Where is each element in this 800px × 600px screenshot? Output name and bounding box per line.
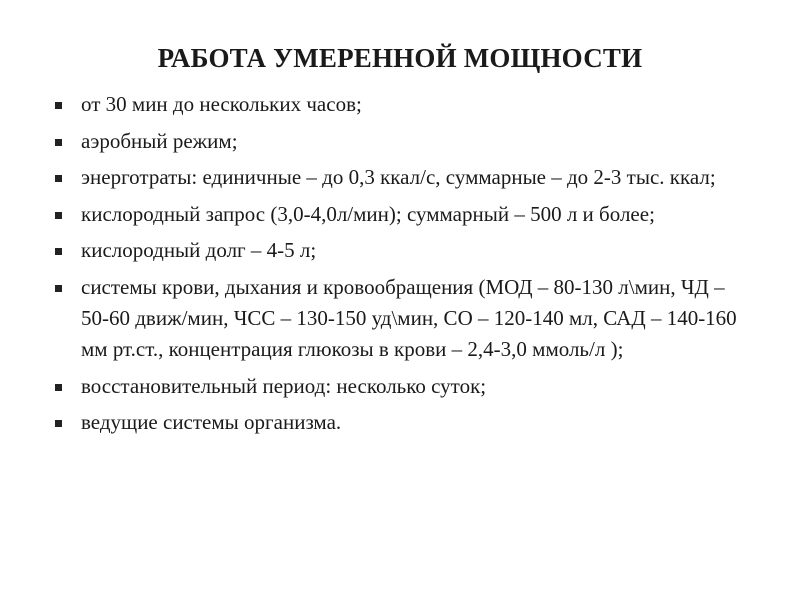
slide-title: РАБОТА УМЕРЕННОЙ МОЩНОСТИ	[157, 43, 643, 73]
bullet-item: кислородный запрос (3,0-4,0л/мин); суммарный – 500 л и более;	[50, 199, 750, 230]
bullet-item: восстановительный период: несколько суток;	[50, 371, 750, 402]
bullet-item: системы крови, дыхания и кровообращения (МОД – 80-130 л\мин, ЧД – 50-60 движ/мин, ЧСС – 130-150 уд\мин, СО – 120-140 мл, САД – 140-160 мм рт.ст., концентрация глюкозы в крови – 2,4-3,0 ммоль/л );	[50, 272, 750, 365]
bullet-item: кислородный долг – 4-5 л;	[50, 235, 750, 266]
bullet-list	[50, 89, 750, 444]
bullet-item: энерготраты: единичные – до 0,3 ккал/с, суммарные – до 2-3 тыс. ккал;	[50, 162, 750, 193]
bullet-item: аэробный режим;	[50, 126, 750, 157]
bullet-item: ведущие системы организма.	[50, 407, 750, 438]
bullet-item: от 30 мин до нескольких часов;	[50, 89, 750, 120]
